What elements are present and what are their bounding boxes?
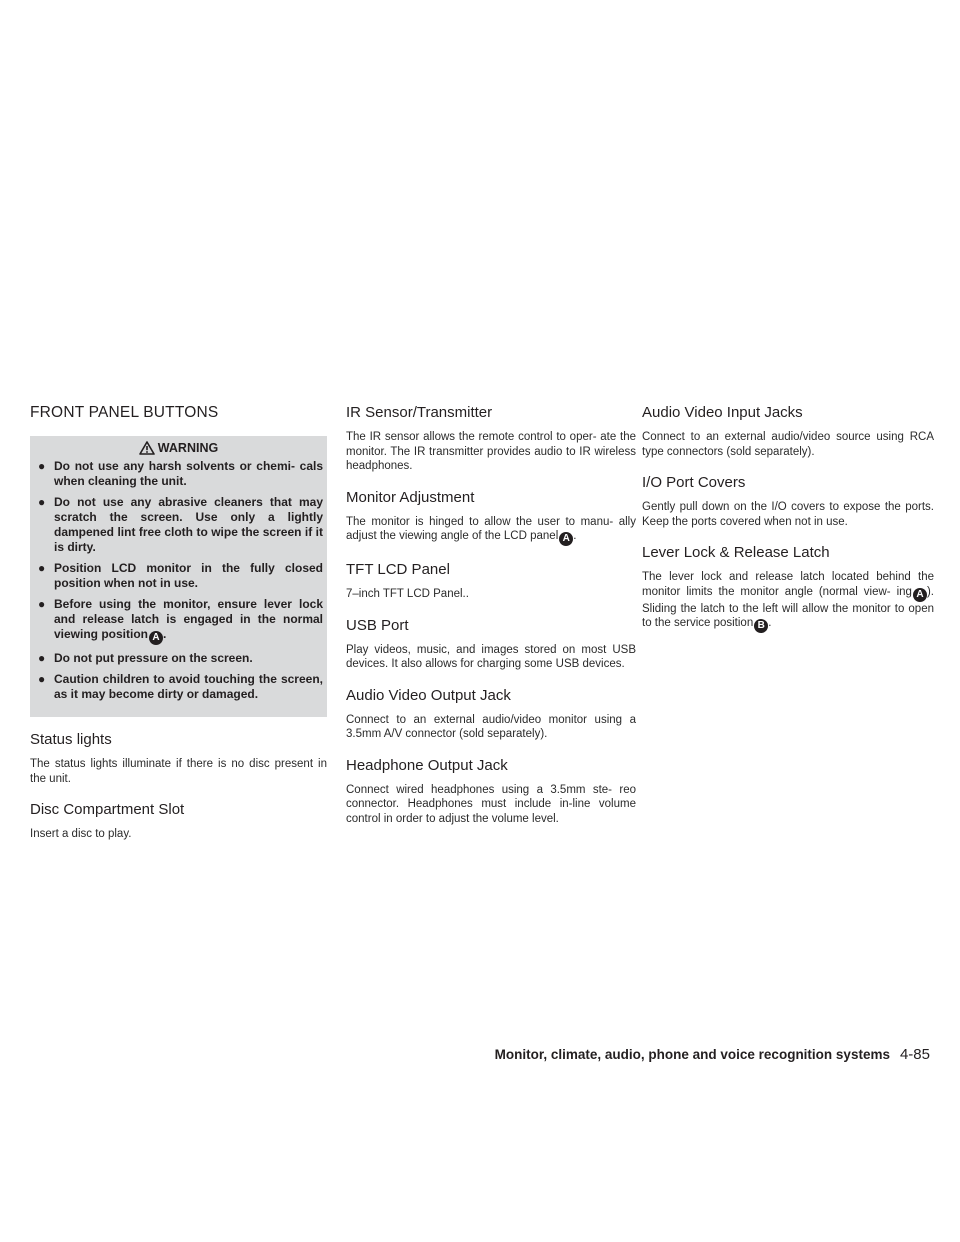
callout-b-icon: B	[754, 619, 768, 633]
heading-ir-sensor: IR Sensor/Transmitter	[346, 404, 493, 421]
body-av-output: Connect to an external audio/video monitor using a 3.5mm A/V connector (sold separately).	[346, 713, 636, 740]
body-monitor-adjustment: The monitor is hinged to allow the user to manu- ally adjust the viewing angle of the LCD panel A .	[346, 515, 636, 544]
warning-item: ● Caution children to avoid touching the screen, as it may become dirty or damaged.	[38, 672, 323, 701]
warning-item: ● Before using the monitor, ensure lever lock and release latch is engaged in the normal viewing position A .	[38, 597, 323, 643]
warning-icon	[139, 441, 155, 455]
callout-a-icon: A	[559, 532, 573, 546]
column-middle	[346, 398, 636, 841]
warning-item: ● Position LCD monitor in the fully closed position when not in use.	[38, 561, 323, 590]
footer-page-number: 4-85	[899, 1046, 930, 1063]
heading-av-output: Audio Video Output Jack	[346, 686, 511, 704]
warning-label: WARNING	[157, 441, 219, 455]
column-left	[30, 398, 327, 857]
body-headphone-output: Connect wired headphones using a 3.5mm ste- reo connector. Headphones must include in-line volume control in order to adjust the volume level.	[346, 783, 636, 825]
heading-headphone-output: Headphone Output Jack	[346, 756, 508, 774]
body-av-input: Connect to an external audio/video source using RCA type connectors (sold separately).	[642, 431, 934, 458]
body-usb-port: Play videos, music, and images stored on most USB devices. It also allows for charging some USB devices.	[346, 643, 636, 670]
heading-monitor-adjustment: Monitor Adjustment	[346, 488, 475, 506]
heading-status-lights: Status lights	[30, 731, 112, 748]
heading-av-input: Audio Video Input Jacks	[642, 404, 803, 421]
column-right	[642, 398, 934, 648]
page-footer	[495, 1046, 930, 1063]
body-disc-slot: Insert a disc to play.	[30, 828, 132, 840]
heading-io-covers: I/O Port Covers	[642, 474, 746, 491]
heading-usb-port: USB Port	[346, 616, 409, 634]
body-lever-lock: The lever lock and release latch located behind the monitor limits the monitor angle (normal view- ing A ). Sliding the latch to the left will allow the monitor to open to the service position B .	[642, 571, 934, 631]
warning-item: ● Do not use any harsh solvents or chemi- cals when cleaning the unit.	[38, 459, 323, 488]
warning-item: ● Do not use any abrasive cleaners that may scratch the screen. Use only a lightly dampened lint free cloth to wipe the screen if it is dirty.	[38, 495, 323, 554]
heading-disc-slot: Disc Compartment Slot	[30, 801, 185, 818]
body-io-covers: Gently pull down on the I/O covers to expose the ports. Keep the ports covered when not in use.	[642, 501, 934, 528]
body-tft-panel: 7–inch TFT LCD Panel..	[346, 588, 469, 600]
footer-chapter-title: Monitor, climate, audio, phone and voice recognition systems	[494, 1047, 890, 1062]
heading-lever-lock: Lever Lock & Release Latch	[642, 544, 830, 561]
section-title: FRONT PANEL BUTTONS	[30, 404, 219, 421]
warning-item: ● Do not put pressure on the screen.	[38, 651, 253, 665]
heading-tft-panel: TFT LCD Panel	[346, 561, 450, 578]
warning-list	[30, 459, 327, 702]
callout-a-icon: A	[149, 631, 163, 645]
body-ir-sensor: The IR sensor allows the remote control to oper- ate the monitor. The IR transmitter provides audio to IR wireless headphones.	[346, 431, 636, 472]
body-status-lights: The status lights illuminate if there is no disc present in the unit.	[30, 758, 327, 785]
warning-header	[30, 436, 327, 459]
warning-box	[30, 436, 327, 717]
callout-a-icon: A	[913, 588, 927, 602]
